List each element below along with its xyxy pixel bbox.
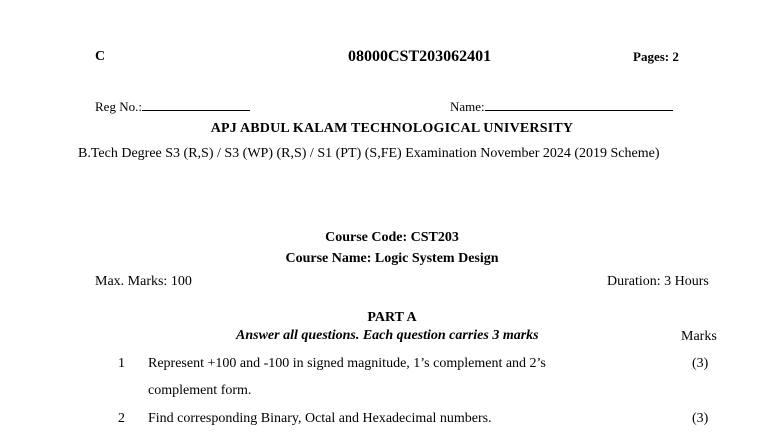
question-text-continued: complement form. <box>148 383 252 398</box>
reg-no-field <box>95 99 250 115</box>
paper-id: 08000CST203062401 <box>348 48 492 65</box>
question-text: Represent +100 and -100 in signed magnitude, 1’s complement and 2’s <box>148 356 546 371</box>
question-marks: (3) <box>692 411 709 426</box>
exam-title: B.Tech Degree S3 (R,S) / S3 (WP) (R,S) / S1 (PT) (S,FE) Examination November 2024 (2019 Scheme) <box>78 146 660 161</box>
max-marks: Max. Marks: 100 <box>95 274 192 289</box>
name-label: Name: <box>450 99 485 114</box>
duration: Duration: 3 Hours <box>607 274 709 289</box>
university-name: APJ ABDUL KALAM TECHNOLOGICAL UNIVERSITY <box>210 121 574 136</box>
marks-header: Marks <box>681 329 717 344</box>
question-text: Find corresponding Binary, Octal and Hexadecimal numbers. <box>148 411 492 426</box>
course-name: Course Name: Logic System Design <box>285 251 499 266</box>
part-instruction: Answer all questions. Each question carries 3 marks <box>236 328 539 343</box>
name-blank <box>485 99 673 111</box>
page-count: Pages: 2 <box>633 49 679 64</box>
part-title: PART A <box>367 310 417 325</box>
reg-no-blank <box>142 99 250 111</box>
question-number: 2 <box>118 411 125 426</box>
course-code: Course Code: CST203 <box>325 230 459 245</box>
question-number: 1 <box>118 356 125 371</box>
reg-no-label: Reg No.: <box>95 99 142 114</box>
question-marks: (3) <box>692 356 709 371</box>
set-code: C <box>95 49 106 64</box>
name-field <box>450 99 673 115</box>
